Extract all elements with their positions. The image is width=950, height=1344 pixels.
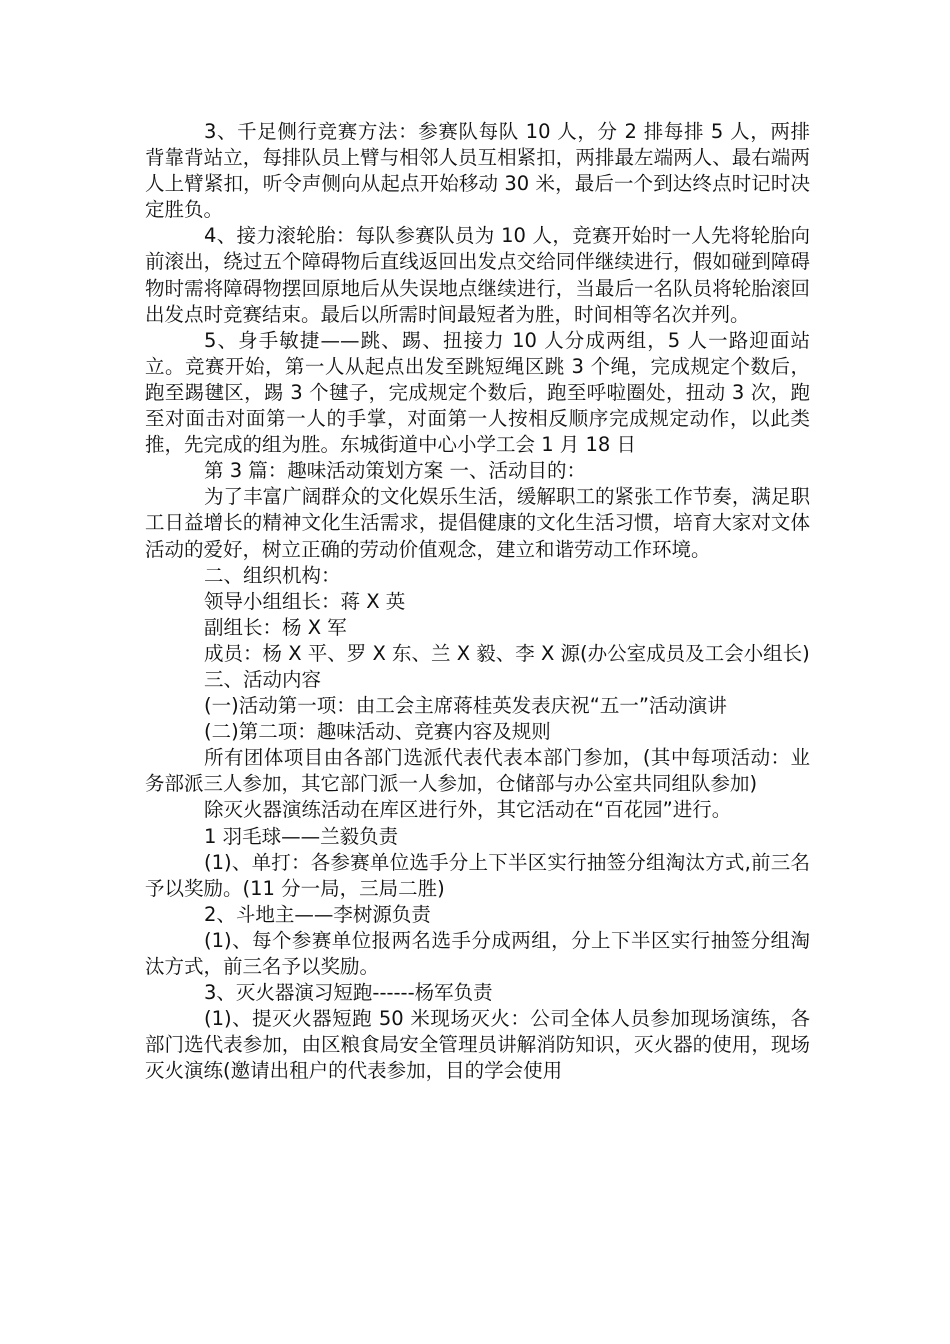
line-members: 成员：杨 X 平、罗 X 东、兰 X 毅、李 X 源(办公室成员及工会小组长) <box>204 641 810 665</box>
paragraph-item-2: (二)第二项：趣味活动、竞赛内容及规则 <box>204 720 551 744</box>
heading-activity-content: 三、活动内容 <box>204 667 322 691</box>
paragraph-rule-5: 5、身手敏捷——跳、踢、扭接力 10 人分成两组，5 人一路迎面站立。竞赛开始，第一人从起点出发至跳短绳区跳 3 个绳，完成规定个数后，跑至踢毽区，踢 3 个毽子，完成规定个数后，跑至呼啦圈处，扭动 3 次，跑至对面击对面第一人的手掌，对面第一人按相反顺序完成规定动作，以此类推，先完成的组为胜。东城街道中心小学工会 1 月 18 日 <box>145 328 810 457</box>
line-leader: 领导小组组长：蒋 X 英 <box>204 589 406 613</box>
paragraph-purpose: 为了丰富广阔群众的文化娱乐生活，缓解职工的紧张工作节奏，满足职工日益增长的精神文化生活需求，提倡健康的文化生活习惯，培育大家对文体活动的爱好，树立正确的劳动价值观念，建立和谐劳动工作环境。 <box>145 485 810 561</box>
paragraph-doudizhu-rules: (1)、每个参赛单位报两名选手分成两组，分上下半区实行抽签分组淘汰方式，前三名予以奖励。 <box>145 928 810 978</box>
line-deputy: 副组长：杨 X 军 <box>204 615 347 639</box>
paragraph-rule-4: 4、接力滚轮胎：每队参赛队员为 10 人，竞赛开始时一人先将轮胎向前滚出，绕过五个障碍物后直线返回出发点交给同伴继续进行，假如碰到障碍物时需将障碍物摆回原地后从失误地点继续进行，当最后一名队员将轮胎滚回出发点时竞赛结束。最后以所需时间最短者为胜，时间相等名次并列。 <box>145 224 810 326</box>
document-body <box>145 119 810 1084</box>
paragraph-item-1: (一)活动第一项：由工会主席蒋桂英发表庆祝“五一”活动演讲 <box>204 694 727 718</box>
heading-fire-extinguisher: 3、灭火器演习短跑------杨军负责 <box>204 981 493 1005</box>
paragraph-rule-3: 3、千足侧行竞赛方法：参赛队每队 10 人，分 2 排每排 5 人，两排背靠背站立，每排队员上臂与相邻人员互相紧扣，两排最左端两人、最右端两人上臂紧扣，听令声侧向从起点开始移动 30 米，最后一个到达终点时记时决定胜负。 <box>145 120 810 222</box>
heading-badminton: 1 羽毛球——兰毅负责 <box>204 824 399 848</box>
heading-organization: 二、组织机构： <box>204 563 341 587</box>
paragraph-fire-extinguisher-rules: (1)、提灭火器短跑 50 米现场灭火：公司全体人员参加现场演练，各部门选代表参加，由区粮食局安全管理员讲解消防知识，灭火器的使用，现场灭火演练(邀请出租户的代表参加，目的学会使用 <box>145 1007 810 1083</box>
paragraph-team-rules: 所有团体项目由各部门选派代表代表本部门参加，(其中每项活动：业务部派三人参加，其它部门派一人参加，仓储部与办公室共同组队参加) <box>145 746 810 796</box>
paragraph-badminton-singles: (1)、单打：各参赛单位选手分上下半区实行抽签分组淘汰方式,前三名予以奖励。(11 分一局，三局二胜) <box>145 850 810 900</box>
paragraph-venue: 除灭火器演练活动在库区进行外，其它活动在“百花园”进行。 <box>204 798 732 822</box>
section-heading-plan-3: 第 3 篇：趣味活动策划方案 一、活动目的： <box>204 459 587 483</box>
heading-doudizhu: 2、斗地主——李树源负责 <box>204 902 431 926</box>
